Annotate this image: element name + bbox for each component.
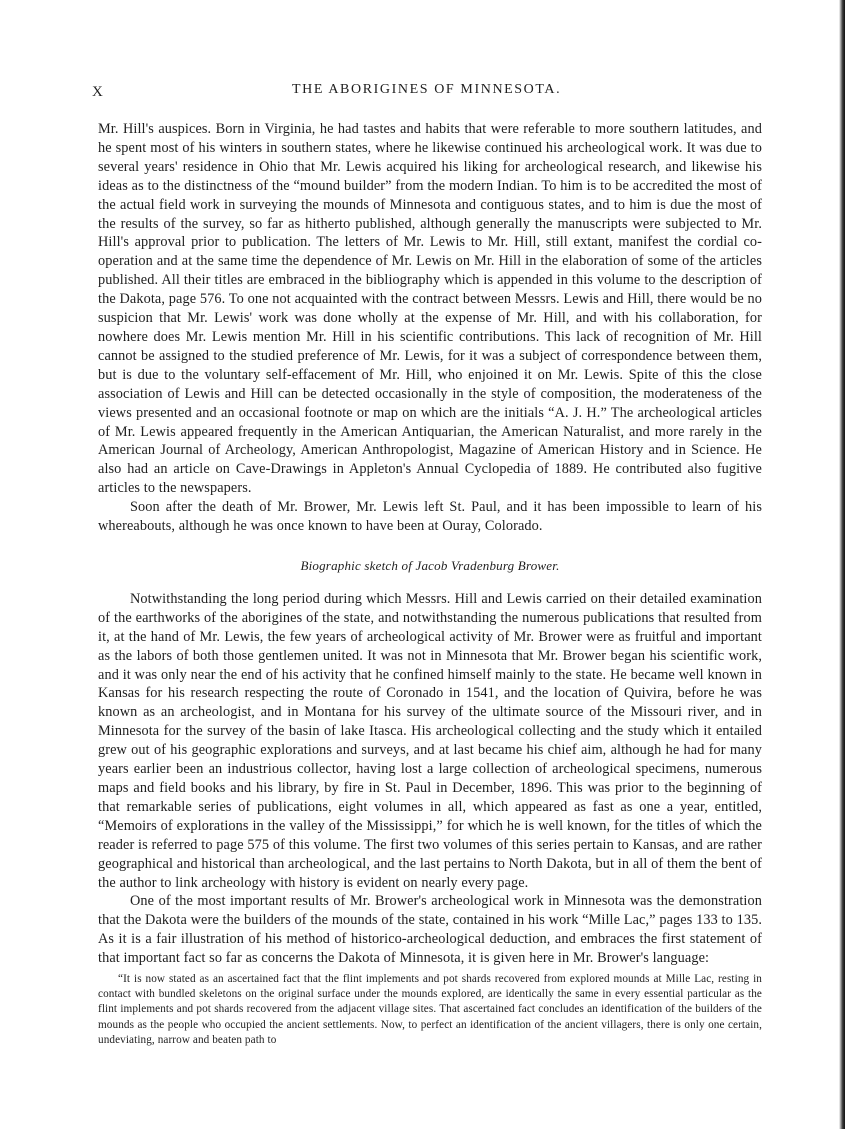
scan-edge-shadow xyxy=(839,0,845,1129)
page-number: X xyxy=(92,84,104,100)
paragraph-brower-biography: Notwithstanding the long period during which Messrs. Hill and Lewis carried on their detailed examination of the earthworks of the aborigines of the state, and notwithstanding the numerous publications that resulted from it, at the hand of Mr. Lewis, the few years of archeological activity of Mr. Brower were as fruitful and important as the labors of both those gentlemen united. It was not in Minnesota that Mr. Brower began his scientific work, and it was only near the end of his activity that he confined himself mainly to the state. He became well known in Kansas for his research respecting the route of Coronado in 1541, and the location of Quivira, before he was known as an archeologist, and in Montana for his survey of the ultimate source of the Missouri river, and in Minnesota for the survey of the basin of lake Itasca. His archeological collecting and the study which it entailed grew out of his geographic explorations and surveys, and at last became his chief aim, although he had for many years earlier been an industrious collector, having lost a large collection of archeological specimens, numerous maps and field books and his library, by fire in St. Paul in December, 1896. This was prior to the beginning of that remarkable series of publications, eight volumes in all, which appeared as fast as one a year, entitled, “Memoirs of explorations in the valley of the Mississippi,” for which he is well known, for the titles of which the reader is referred to page 575 of this volume. The first two volumes of this series pertain to Kansas, and are rather geographical and historical than archeological, and the last pertains to North Dakota, but in all of them the bent of the author to link archeology with history is evident on nearly every page. xyxy=(98,590,762,891)
block-quote-mille-lac: “It is now stated as an ascertained fact that the flint implements and pot shards recovered from explored mounds at Mille Lac, resting in contact with bundled skeletons on the original surface under the mounds explored, are identically the same in every essential particular as the flint implements and pot shards recovered from the adjacent village sites. That ascertained fact concludes an identification of the builders of the mounds as the people who occupied the ancient settlements. Now, to perfect an identification of the ancient villagers, there is only one certain, undeviating, narrow and beaten path to xyxy=(98,973,762,1046)
section-subheading: Biographic sketch of Jacob Vradenburg Brower. xyxy=(300,557,560,573)
paragraph-lewis-whereabouts: Soon after the death of Mr. Brower, Mr. Lewis left St. Paul, and it has been impossible to learn of his whereabouts, although he was once known to have been at Ouray, Colorado. xyxy=(98,499,762,535)
page-header xyxy=(92,80,762,102)
paragraph-brower-dakota: One of the most important results of Mr. Brower's archeological work in Minnesota was the demonstration that the Dakota were the builders of the mounds of the state, contained in his work “Mille Lac,” pages 133 to 135. As it is a fair illustration of his method of historico-archeological deduction, and embraces the first statement of that important fact so far as concerns the Dakota of Minnesota, it is given here in Mr. Brower's language: xyxy=(98,893,762,967)
page-body xyxy=(98,120,762,1048)
paragraph-lewis-biography: Mr. Hill's auspices. Born in Virginia, he had tastes and habits that were referable to more southern latitudes, and he spent most of his winters in southern states, where he likewise continued his archeological work. It was due to several years' residence in Ohio that Mr. Lewis acquired his liking for archeological research, and likewise his ideas as to the distinctness of the “mound builder” from the modern Indian. To him is to be accredited the most of the actual field work in surveying the mounds of Minnesota and contiguous states, and to him is due the most of the results of the survey, so far as hitherto published, although generally the manuscripts were subjected to Mr. Hill's approval prior to publication. The letters of Mr. Lewis to Mr. Hill, still extant, manifest the cordial co-operation and at the same time the dependence of Mr. Lewis on Mr. Hill in the elaboration of some of the articles published. All their titles are embraced in the bibliography which is appended in this volume to the description of the Dakota, page 576. To one not acquainted with the contract between Messrs. Lewis and Hill, there would be no suspicion that Mr. Lewis' work was done wholly at the expense of Mr. Hill, and with his collaboration, for nowhere does Mr. Lewis mention Mr. Hill in his scientific contributions. This lack of recognition of Mr. Hill cannot be assigned to the studied preference of Mr. Lewis, for it was a subject of correspondence between them, but is due to the voluntary self-effacement of Mr. Hill, who enjoined it on Mr. Lewis. Spite of this the close association of Lewis and Hill can be detected occasionally in the style of composition, the moderateness of the views presented and an occasional footnote or map on which are the initials “A. J. H.” The archeological articles of Mr. Lewis appeared frequently in the American Antiquarian, the American Naturalist, and more rarely in the American Journal of Archeology, American Anthropologist, Magazine of American History and in Science. He also had an article on Cave-Drawings in Appleton's Annual Cyclopedia of 1889. He contributed also fugitive articles to the newspapers. xyxy=(98,121,762,497)
running-head-title: THE ABORIGINES OF MINNESOTA. xyxy=(292,82,562,97)
